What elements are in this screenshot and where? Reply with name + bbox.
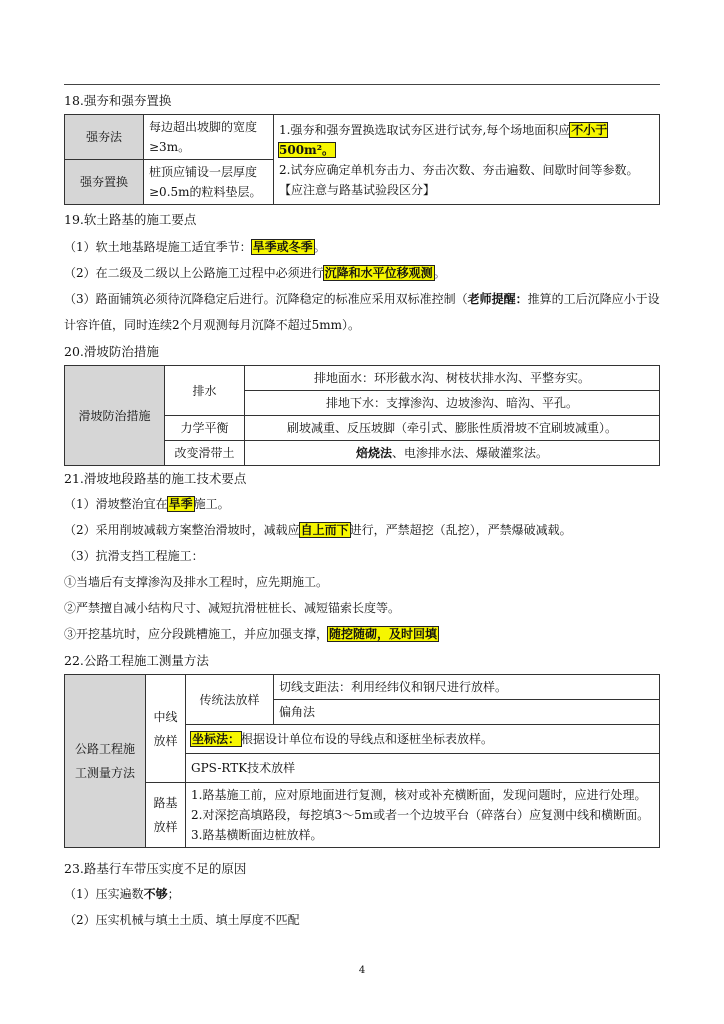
paragraph: （3）路面铺筑必须待沉降稳定后进行。沉降稳定的标准应采用双标准控制（老师提醒：推算的工后沉降应小于设计容许值，同时连续2个月观测每月沉降不超过5mm）。 <box>64 292 660 332</box>
paragraph: （2）在二级及二级以上公路施工过程中必须进行沉降和水平位移观测。 <box>64 266 446 280</box>
paragraph: （1）滑坡整治宜在旱季施工。 <box>64 497 230 511</box>
category-cell: 公路工程施工测量方法 <box>65 675 146 848</box>
section-title: 19.软土路基的施工要点 <box>64 212 197 227</box>
paragraph: （1）软土地基路堤施工适宜季节：旱季或冬季。 <box>64 240 326 254</box>
highlight: 旱季或冬季 <box>252 240 313 254</box>
subcategory-cell: 路基放样 <box>146 783 186 848</box>
paragraph: ①当墙后有支撑渗沟及排水工程时，应先期施工。 <box>64 575 329 589</box>
highlight: 不小于500m²。 <box>279 122 608 157</box>
landslide-table: 滑坡防治措施 排水 排地面水：环形截水沟、树枝状排水沟、平整夯实。 排地下水：支撑渗沟、边坡渗沟、暗沟、平孔。 力学平衡 刷坡减重、反压坡脚（牵引式、膨胀性质滑坡不宜刷坡减重）。 改变滑带土 焙烧法、电渗排水法、爆破灌浆法。 <box>64 365 660 466</box>
section-18 <box>64 92 660 205</box>
highlight: 旱季 <box>168 497 193 511</box>
section-title: 20.滑坡防治措施 <box>64 344 159 359</box>
measure-cell: 排水 <box>165 366 245 416</box>
section-title: 23.路基行车带压实度不足的原因 <box>64 861 247 876</box>
section-21 <box>64 470 660 647</box>
section-title: 22.公路工程施工测量方法 <box>64 653 209 668</box>
section-title: 18.强夯和强夯置换 <box>64 93 172 108</box>
paragraph: （3）抗滑支挡工程施工： <box>64 549 204 563</box>
header-rule <box>64 84 660 85</box>
method-desc: 每边超出坡脚的宽度≥3m。 <box>144 115 274 160</box>
method-cell: 强夯法 <box>65 115 144 160</box>
section-23 <box>64 860 660 933</box>
highlight: 随挖随砌，及时回填 <box>329 627 438 641</box>
dynamic-compaction-table <box>64 114 660 205</box>
highlight: 自上而下 <box>300 523 349 537</box>
category-cell: 滑坡防治措施 <box>65 366 165 466</box>
method-cell: 传统法放样 <box>186 675 274 725</box>
measure-cell: 改变滑带土 <box>165 441 245 466</box>
paragraph: ③开挖基坑时，应分段跳槽施工，并应加强支撑，随挖随砌，及时回填 <box>64 627 438 641</box>
page-number: 4 <box>358 965 366 976</box>
section-19 <box>64 211 660 338</box>
section-22 <box>64 652 660 848</box>
highlight: 坐标法： <box>192 732 241 746</box>
method-cell: 强夯置换 <box>65 160 144 205</box>
paragraph: ②严禁擅自减小结构尺寸、减短抗滑桩桩长、减短锚索长度等。 <box>64 601 401 615</box>
paragraph: （1）压实遍数不够； <box>64 887 180 901</box>
trial-notes-cell: 1.强夯和强夯置换选取试夯区进行试夯,每个场地面积应不小于500m²。 2.试夯应确定单机夯击力、夯击次数、夯击遍数、间歇时间等参数。 【应注意与路基试验段区分】 <box>274 115 660 205</box>
survey-table: 公路工程施工测量方法 中线放样 传统法放样 切线支距法：利用经纬仪和钢尺进行放样。 偏角法 坐标法：根据设计单位布设的导线点和逐桩坐标表放样。 GPS-RTK技术放样 路基放样 1.路基施工前，应对原地面进行复测，核对或补充横断面，发现问题时，应进行处理。 2.对深挖高填路段，每挖填3～5m或者一个边坡平台（碎落台）应复测中线和横断面。 3.路基横断面边桩放样。 <box>64 674 660 848</box>
paragraph: （2）采用削坡减载方案整治滑坡时，减载应自上而下进行，严禁超挖（乱挖），严禁爆破减载。 <box>64 523 572 537</box>
measure-cell: 力学平衡 <box>165 416 245 441</box>
highlight: 沉降和水平位移观测 <box>324 266 433 280</box>
subcategory-cell: 中线放样 <box>146 675 186 783</box>
section-20 <box>64 343 660 466</box>
section-title: 21.滑坡地段路基的施工技术要点 <box>64 471 247 486</box>
paragraph: （2）压实机械与填土土质、填土厚度不匹配 <box>64 913 300 927</box>
method-desc: 桩顶应铺设一层厚度≥0.5m的粒料垫层。 <box>144 160 274 205</box>
